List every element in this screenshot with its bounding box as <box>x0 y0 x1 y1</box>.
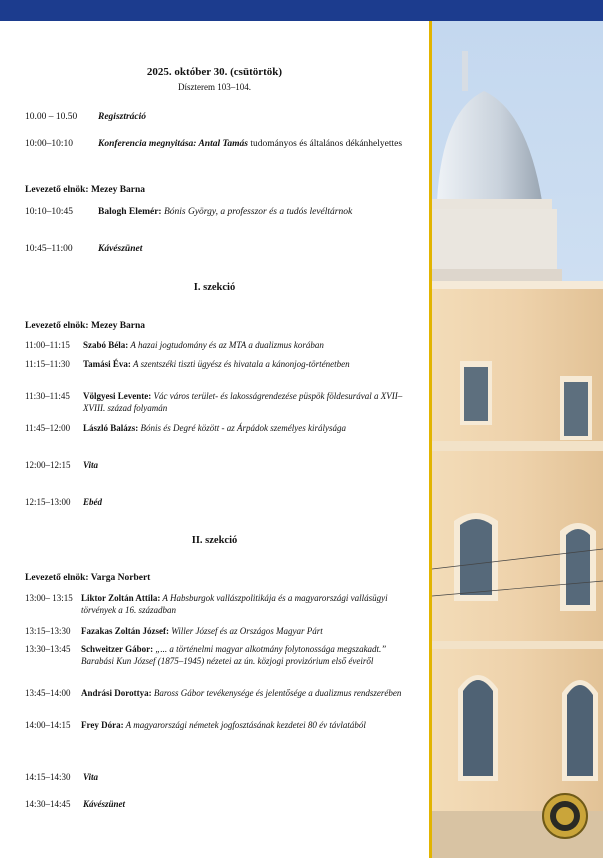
section-title: I. szekció <box>193 282 236 293</box>
building-photo <box>432 21 603 858</box>
event-room: Díszterem 103–104. <box>178 82 251 92</box>
chair-label: Levezető elnök: Mezey Barna <box>25 321 146 331</box>
event-date: 2025. október 30. (csütörtök) <box>146 66 283 78</box>
program-content: 2025. október 30. (csütörtök) Díszterem 103–104. 10.00 – 10.50 Regisztráció 10:00–10:10 Konferencia megnyitása: Antal Tamás tudományos és általános dékánhelyettes Levezető elnök: Mezey Barna 10:10–10:45 Balogh Elemér: Bónis György, a professzor és a tudós levéltárnok 10:45–11:00 Kávészünet I. szekció Levezető elnök: Mezey Barna 11:00–11:15 Szabó Béla: A hazai jogtudomány és az MTA a dualizmus korában 11:15–11:30 Tamási Éva: A szentszéki tiszti ügyész és hivatala a kánonjog-történetben 11:30–11:45 Völgyesi Levente: Vác város terület- és lakosságrendezése püspök földesurával a XVII–XVIII. század folyamán 11:45–12:00 László Balázs: Bónis és Degré között - az Árpádok személyes királysága 12:00–12:15 Vita 12:15–13:00 Ebéd II. szekció Levezető elnök: Varga Norbert 13:00– 13:15 Liktor Zoltán Attila: A Habsburgok vallászpolitikája és a magyarországi vallásügyi törvények a 16. században 13:15–13:30 Fazakas Zoltán József: Willer József és az Országos Magyar Párt 13:30–13:45 Schweitzer Gábor: „... a történelmi magyar alkotmány folytonossága megszakadt.” Barabási Kun József (1875–1945) nézetei az ún. közjogi provizórium első éveiről 13:45–14:00 Andrási Dorottya: Baross Gábor tevékenysége és jelentősége a dualizmus rendszerében 14:00–14:15 Frey Dóra: A magyarországi németek jogfosztásának kezdetei 80 év távlatából 14:15–14:30 Vita 14:30–14:45 Kávészünet <box>0 21 429 858</box>
top-blue-bar <box>0 0 603 21</box>
chair-label: Levezető elnök: Varga Norbert <box>25 573 151 583</box>
chair-label: Levezető elnök: Mezey Barna <box>25 185 146 195</box>
section-title: II. szekció <box>191 535 238 546</box>
